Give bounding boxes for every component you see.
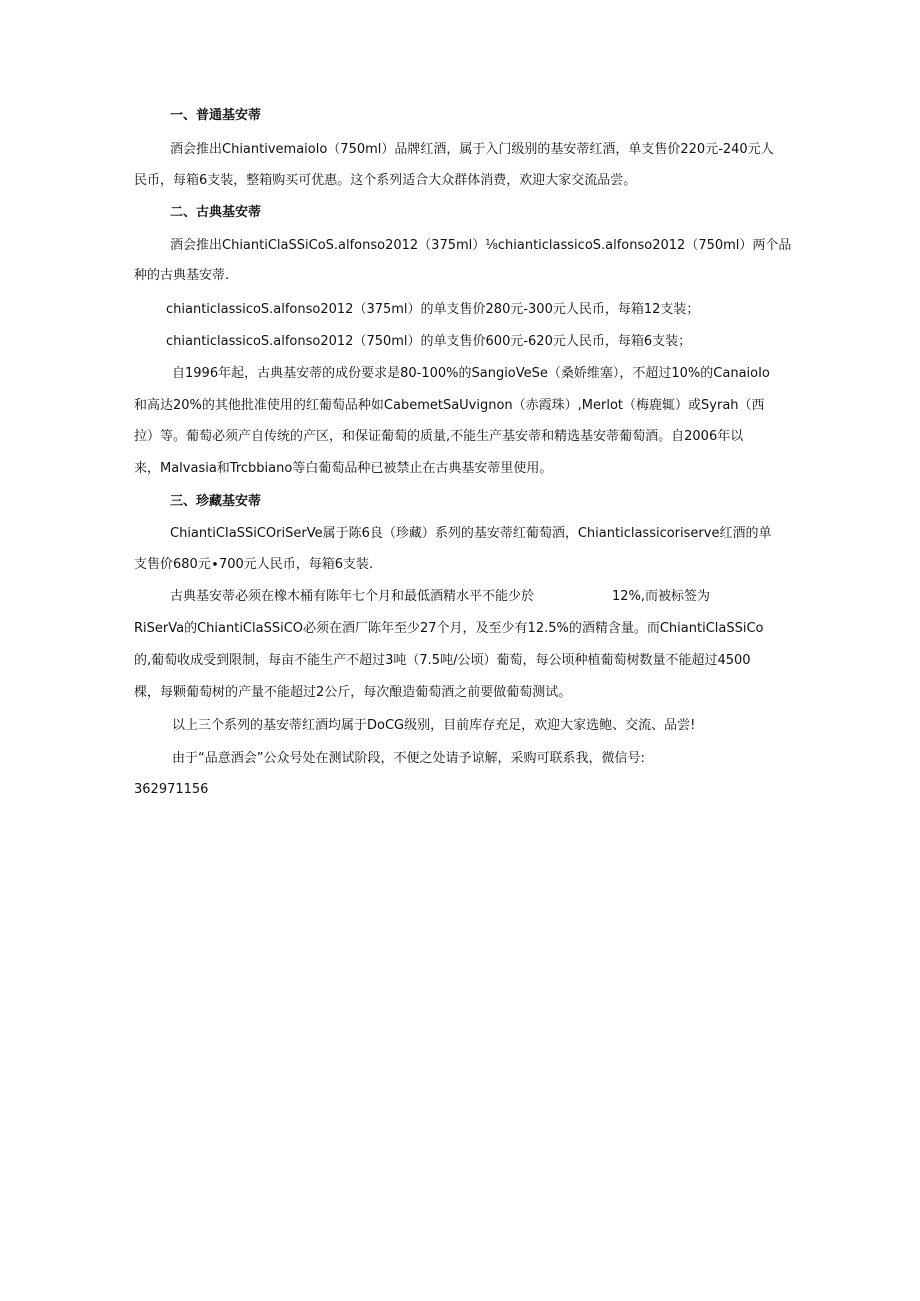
paragraph-line: 酒会推出ChiantiClaSSiCoS.alfonso2012（375ml）⅛chianticlassicoS.alfonso2012（750ml）两个品: [170, 238, 792, 253]
paragraph-line: 和高达20%的其他批准使用的红葡萄品种如CabemetSaUvignon（赤霞珠）,Merlot（梅鹿辄）或Syrah（西: [134, 398, 765, 413]
paragraph-line: 拉）等。葡萄必须产自传统的产区，和保证葡萄的质量,不能生产基安蒂和精选基安蒂葡萄酒。自2006年以: [134, 429, 744, 444]
wechat-id: 362971156: [134, 782, 209, 797]
paragraph-line: 支售价680元∙700元人民币，每箱6支装.: [134, 557, 374, 572]
section-heading-3: 三、珍藏基安蒂: [170, 494, 262, 509]
paragraph-line: ChiantiCIaSSiCOriSerVe属于陈6良（珍藏）系列的基安蒂红葡萄酒，Chianticlassicoriserve红酒的单: [170, 526, 772, 541]
paragraph-line: 酒会推出Chiantivemaiolo（750ml）品牌红酒，属于入门级别的基安蒂红酒，单支售价220元-240元人: [170, 142, 774, 157]
paragraph-line: 自1996年起，古典基安蒂的成份要求是80-100%的SangioVeSe（桑娇维塞），不超过10%的CanaioIo: [172, 366, 770, 381]
paragraph-line: RiSerVa的ChiantiClaSSiCO必须在酒厂陈年至少27个月，及至少有12.5%的酒精含量。而ChiantiClaSSiCo: [134, 621, 764, 636]
paragraph-line: chianticlassicoS.alfonso2012（750ml）的单支售价600元-620元人民币，每箱6支装；: [166, 334, 692, 349]
paragraph-line: 种的古典基安蒂.: [134, 268, 230, 283]
paragraph-line-part: 古典基安蒂必须在橡木桶有陈年七个月和最低酒精水平不能少於: [170, 589, 535, 604]
paragraph-line: 民币，每箱6支装，整箱购买可优惠。这个系列适合大众群体消费，欢迎大家交流品尝。: [134, 173, 637, 188]
paragraph-line: 棵，每颗葡萄树的产量不能超过2公斤，每次酿造葡萄酒之前要做葡萄测试。: [134, 685, 572, 700]
paragraph-line-part: 12%,而被标签为: [612, 589, 711, 604]
paragraph-line: chianticlassicoS.alfonso2012（375ml）的单支售价280元-300元人民币，每箱12支装；: [166, 302, 700, 317]
closing-line: 以上三个系列的基安蒂红酒均属于DoCG级别，目前库存充足，欢迎大家选鲍、交流、品尝!: [172, 718, 696, 733]
paragraph-line: [170, 588, 710, 606]
section-heading-2: 二、古典基安蒂: [170, 205, 262, 220]
closing-line: 由于“品意酒会”公众号处在测试阶段，不便之处请予谅解，采购可联系我，微信号:: [172, 751, 645, 766]
paragraph-line: 的,葡萄收成受到限制，每亩不能生产不超过3吨（7.5吨/公顷）葡萄，每公顷种植葡萄树数量不能超过4500: [134, 653, 751, 668]
section-heading-1: 一、普通基安蒂: [170, 108, 262, 123]
paragraph-line: 来，Malvasia和Trcbbiano等白葡萄品种已被禁止在古典基安蒂里使用。: [134, 461, 553, 476]
